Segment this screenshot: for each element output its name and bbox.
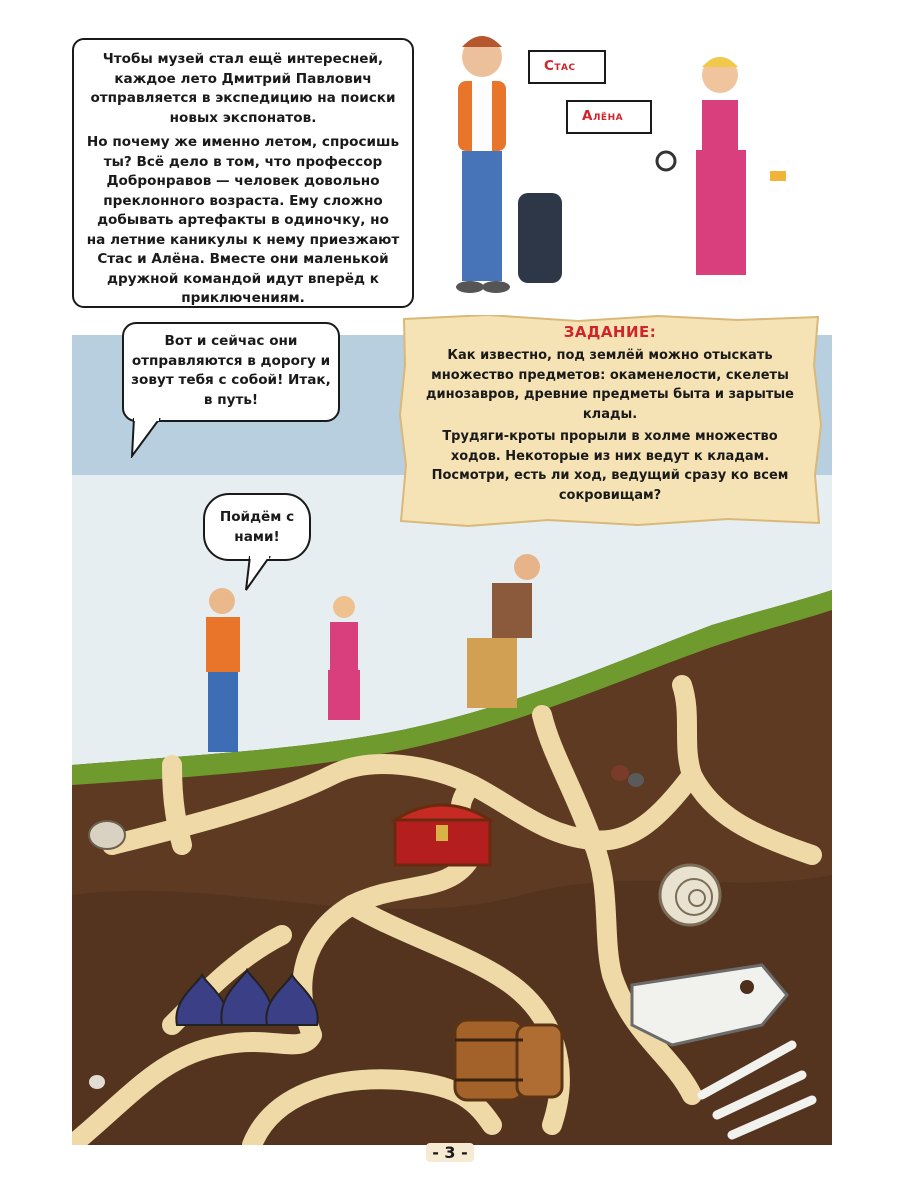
characters-illustration [430, 25, 810, 310]
task-content [398, 315, 822, 527]
name-tag-alena: Алёна [566, 100, 652, 134]
intro-paragraph-2: Но почему же именно летом, спросишь ты? Всё дело в том, что профессор Добронравов — человек довольно преклонного возраста. Ему сложно добывать артефакты в одиночку, но на летние каникулы к нему приезжают Стас и Алёна. Вместе они маленькой дружной командой идут вперёд к приключениям. [86, 134, 400, 306]
page-number: - 3 - [426, 1143, 474, 1162]
treasure-chest-icon [395, 805, 490, 865]
barrel-icon [455, 1020, 562, 1100]
join-us-text: Пойдём с нами! [219, 509, 295, 545]
task-title: ЗАДАНИЕ: [563, 323, 657, 341]
task-text-1: Как известно, под землёй можно отыскать множество предметов: окаменелости, скелеты динозавров, древние предметы быта и зарытые клады. [426, 348, 794, 422]
speech-tail-invitation [128, 418, 168, 458]
alena-figure [657, 57, 786, 275]
task-panel [398, 315, 822, 527]
speech-tail-join-us [242, 556, 282, 596]
intro-text-box [72, 38, 414, 308]
ammonite-icon [660, 865, 720, 925]
speech-bubble-join-us [203, 493, 311, 561]
intro-paragraph-1: Чтобы музей стал ещё интересней, каждое лето Дмитрий Павлович отправляется в экспедицию на поиски новых экспонатов. [90, 51, 396, 126]
task-text-2: Трудяги-кроты прорыли в холме множество ходов. Некоторые из них ведут к кладам. Посмотри, есть ли ход, ведущий сразу ко всем сокровищам? [431, 429, 789, 503]
name-tag-stas: Стас [528, 50, 606, 84]
invitation-text: Вот и сейчас они отправляются в дорогу и зовут тебя с собой! Итак, в путь! [131, 333, 331, 408]
speech-bubble-invitation [122, 322, 340, 422]
